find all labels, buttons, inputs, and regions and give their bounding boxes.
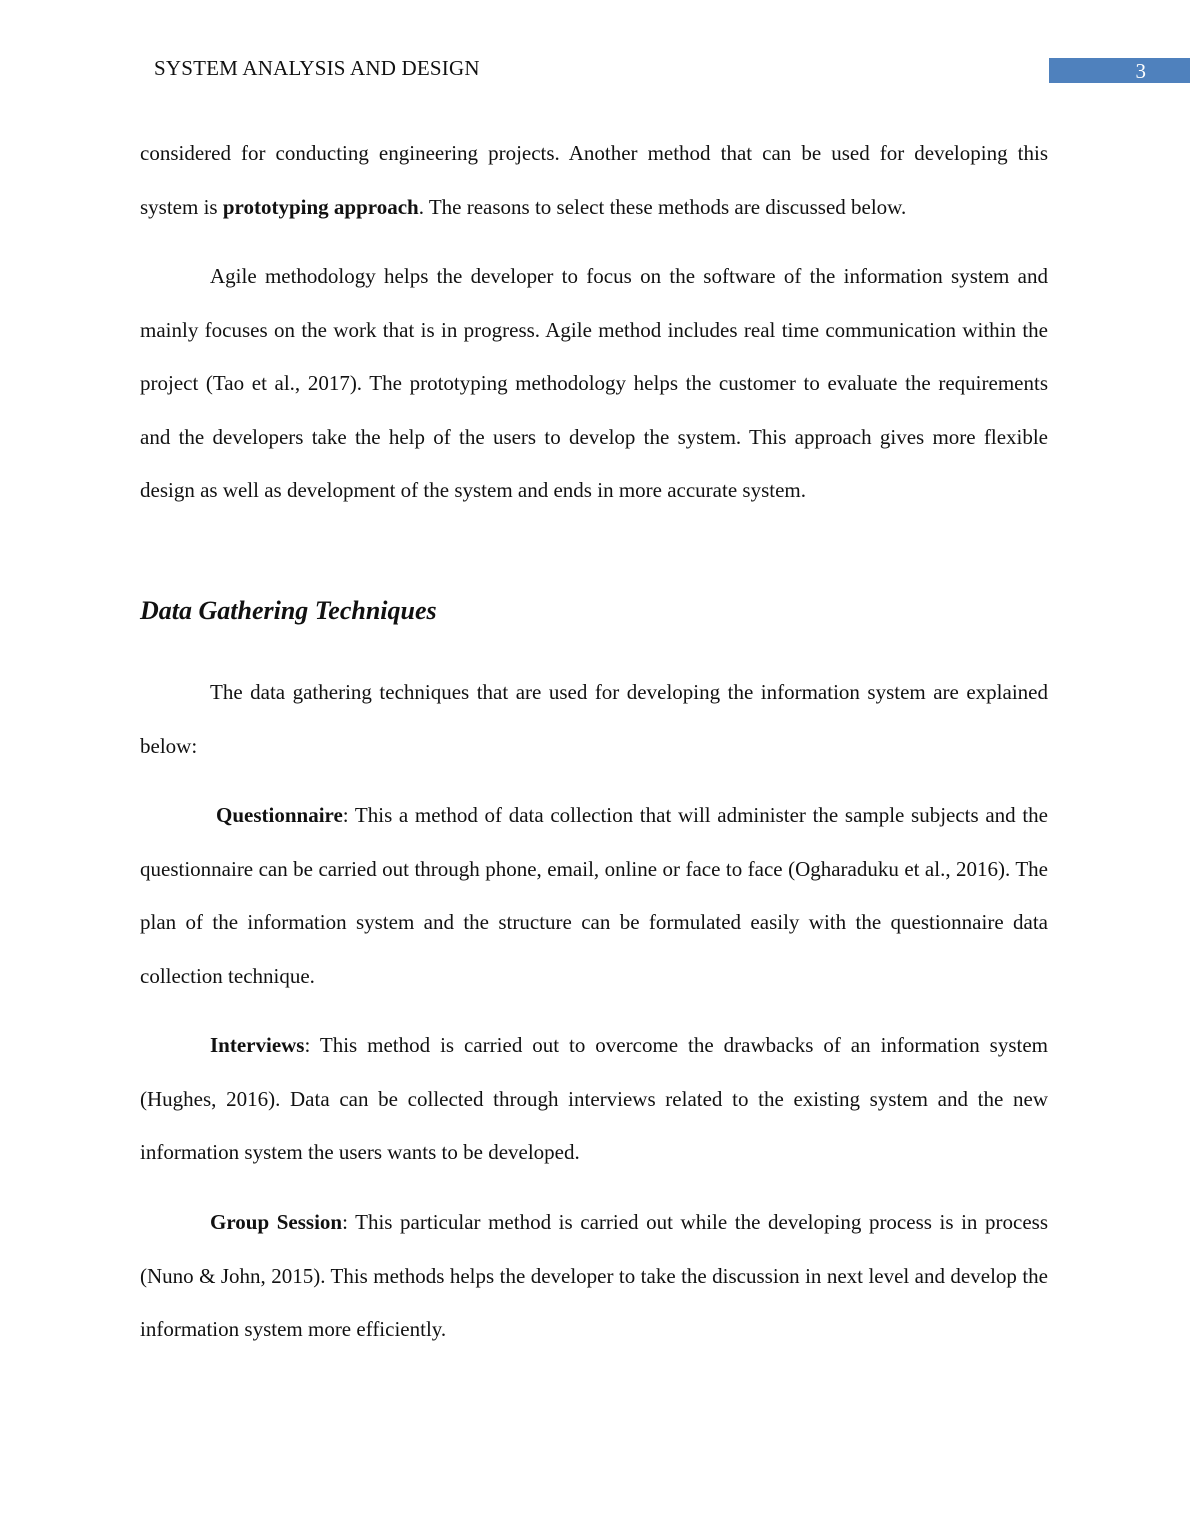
paragraph-intro-text-after: . The reasons to select these methods are discussed below. bbox=[418, 194, 907, 219]
paragraph-intro-continuation bbox=[140, 127, 1048, 234]
paragraph-questionnaire bbox=[140, 789, 1048, 1003]
prototyping-approach-term: prototyping approach bbox=[222, 194, 419, 219]
paragraph-data-gathering-intro: The data gathering techniques that are used for developing the information system are explained below: bbox=[140, 680, 1048, 758]
interviews-text: : This method is carried out to overcome the drawbacks of an information system (Hughes, 2016). Data can be collected through interviews related to the existing system and the new information system the users wants to be developed. bbox=[140, 1033, 1048, 1164]
paragraph-group-session bbox=[140, 1196, 1048, 1357]
page-number-box bbox=[1049, 58, 1190, 83]
group-session-text: : This particular method is carried out while the developing process is in process (Nuno & John, 2015). This methods helps the developer to take the discussion in next level and develop the information system more efficiently. bbox=[140, 1210, 1049, 1341]
questionnaire-text: : This a method of data collection that will administer the sample subjects and the questionnaire can be carried out through phone, email, online or face to face (Ogharaduku et al., 2016). The plan of the information system and the structure can be formulated easily with the questionnaire data collection technique. bbox=[140, 803, 1048, 988]
running-header-title: SYSTEM ANALYSIS AND DESIGN bbox=[154, 56, 480, 80]
page-number: 3 bbox=[1135, 59, 1146, 83]
group-session-term: Group Session bbox=[210, 1210, 343, 1234]
paragraph-agile: Agile methodology helps the developer to focus on the software of the information system and mainly focuses on the work that is in progress. Agile method includes real time communication within the project (Tao et al., 2017). The prototyping methodology helps the customer to evaluate the requirements and the developers take the help of the users to develop the system. This approach gives more flexible design as well as development of the system and ends in more accurate system. bbox=[140, 264, 1048, 502]
questionnaire-term: Questionnaire bbox=[216, 803, 343, 827]
section-heading-data-gathering: Data Gathering Techniques bbox=[140, 596, 437, 625]
interviews-term: Interviews bbox=[210, 1033, 305, 1057]
paragraph-intro-text-before: considered for conducting engineering projects. Another method that can be used for developing this system is bbox=[140, 141, 1048, 219]
paragraph-interviews bbox=[140, 1019, 1048, 1180]
